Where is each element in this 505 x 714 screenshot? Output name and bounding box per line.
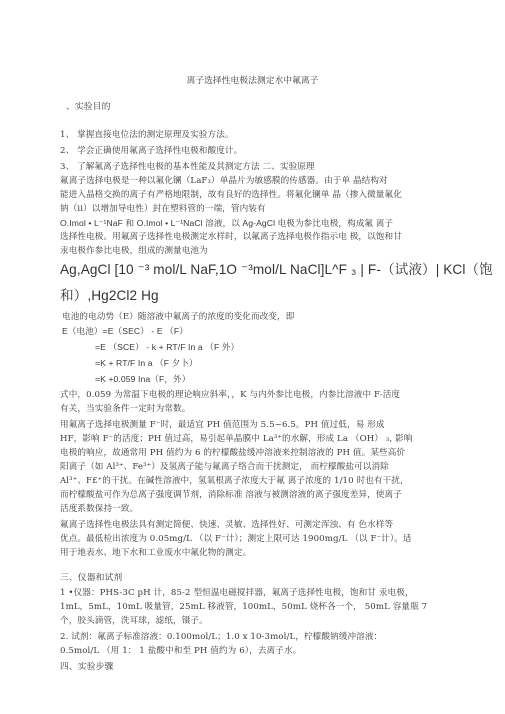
equation-note-line: 有关，当实验条件一定时为常数。 — [60, 404, 191, 414]
instruments-line: 个，胶头滴管，洗耳球，滤纸，镊子。 — [60, 616, 208, 626]
objective-item-2: 2、 学会正确使用氟离子选择性电极和酸度计。 — [60, 146, 243, 156]
principle-paragraph-line: 能进入晶格交换的离子有严格地限制，故有良好的选择性。将氟化镧单 晶（掺入微量氟化 — [60, 190, 402, 200]
principle-paragraph-line: 氟离子选择电极是一种以氟化镧（LaF₃）单晶片为敏感膜的传感器。由于单 晶结构对 — [60, 176, 388, 186]
principle-paragraph-line: 选择性电极。用氟离子选择性电极测定水样时，以氟离子选择电极作指示电 极，以饱和甘 — [60, 232, 402, 242]
emf-description: 电池的电动势（E）随溶液中氟离子的浓度的变化而改变，即 — [62, 312, 295, 322]
principle-paragraph-line: 钠（ii）以增加导电性）封在塑料管的一端，管内装有 — [60, 204, 266, 214]
equation-line-3: =K + RT/F In a （F 夕卜） — [95, 358, 198, 368]
instruments-line: 1 •仪器：PHS-3C pH 计，85-2 型恒温电磁搅拌器，氟离子选择性电极，饱和甘 汞电极， — [60, 588, 414, 598]
ph-paragraph-line: HF，影响 F⁻的活度；PH 值过高，易引起单晶膜中 La³⁺的水解，形成 La （OH） ₃, 影响 — [60, 434, 413, 444]
equation-line-4: =K +0.059 Ina（F，外） — [95, 374, 191, 384]
principle-paragraph-line: 汞电极作参比电极，组成的测量电池为 — [60, 246, 208, 256]
section-heading-steps: 四、实验步骤 — [60, 662, 114, 672]
reagents-line: 0.5mol/L （用 1： 1 盐酸中和至 PH 值约为 6），去离子水。 — [60, 646, 302, 656]
section-heading-objectives: 、实验目的 — [66, 102, 111, 112]
cell-notation-line-1: Ag,AgCl [10 ⁻³ mol/L NaF,1O ⁻³mol/L NaCl]L^F ₃ | F-（试液）| KCl（饱 — [60, 262, 493, 277]
instruments-line: 1mL，5mL，10mL 吸量管，25mL 移液管，100mL，50mL 烧杯各一个， 50mL 容量瓶 7 — [60, 602, 428, 612]
section-heading-instruments: 三、仪器和试剂 — [60, 573, 123, 583]
ph-paragraph-line: 阳离子（如 Al³⁺、Fe³⁺）及氢离子能与氟离子络合而干扰测定， 而柠檬酸盐可以消除 — [60, 462, 389, 472]
objective-item-3: 3、 了解氟离子选择性电极的基本性能及其测定方法 二、实验原理 — [60, 162, 315, 172]
ph-paragraph-line: 电极的响应，故通常用 PH 值约为 6 的柠檬酸盐缓冲溶液来控制溶液的 PH 值。某些高价 — [60, 448, 406, 458]
document-title: 离子选择性电极法测定水中氟离子 — [186, 76, 319, 86]
cell-notation-line-2: 和）,Hg2Cl2 Hg — [60, 288, 159, 303]
ph-paragraph-line: Al³⁺、F£⁺的干扰。在碱性溶液中，氢氧根离子浓度大于氟 离子浓度的 1/10 时也有干扰， — [60, 476, 409, 486]
principle-paragraph-line: O.Imol • L⁻¹NaF 和 O.Imol • L⁻¹NaCl 溶液，以 Ag-AgCl 电极为参比电极，构成氟 离子 — [60, 218, 394, 228]
method-paragraph-line: 氟离子选择性电极法具有测定简便、快速、灵敏、选择性好、可测定浑浊、有 色水样等 — [60, 520, 394, 530]
reagents-line: 2. 试剂：氟离子标准溶液：0.100mol/L；1.0 x 10-3mol/L，柠檬酸钠缓冲溶液： — [60, 632, 383, 642]
equation-line-2: =E （SCE） - k + RT/F In a （F 外） — [95, 342, 240, 352]
ph-paragraph-line: 而柠檬酸盐可作为总离子强度调节剂，消除标准 溶液与被测溶液的离子强度差异，使离子 — [60, 490, 402, 500]
ph-paragraph-line: 活度系数保持一致。 — [60, 504, 139, 514]
ph-paragraph-line: 用氟离子选择电极测量 F⁻时，最适宜 PH 值范围为 5.5~6.5。PH 值过低，易 形成 — [60, 420, 385, 430]
method-paragraph-line: 优点。最低检出浓度为 0.05mg/L （以 F⁻计）；测定上限可达 1900mg/L （以 F⁻计）。适 — [60, 534, 412, 544]
equation-line-1: E（电池）=E（SEC） - E （F） — [62, 326, 188, 336]
equation-note-line: 式中，0.059 为常温下电极的理论响应斜率，，K 与内外参比电极，内参比溶液中 F-活度 — [60, 390, 401, 400]
method-paragraph-line: 用于地表水、地下水和工业废水中氟化物的测定。 — [60, 548, 252, 558]
objective-item-1: 1、 掌握直接电位法的测定原理及实验方法。 — [60, 130, 234, 140]
